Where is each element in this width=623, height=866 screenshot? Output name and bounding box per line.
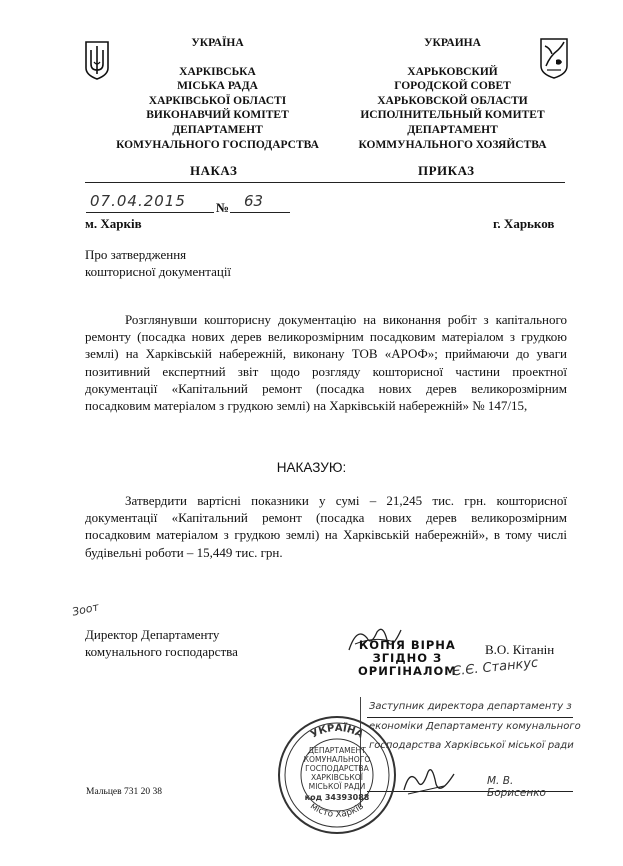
deputy-signature-icon bbox=[400, 760, 460, 800]
round-seal-icon bbox=[276, 714, 398, 836]
header-right-line: КОММУНАЛЬНОГО ХОЗЯЙСТВА bbox=[358, 138, 547, 151]
deputy-stamp-line: економіки Департаменту комунального bbox=[369, 721, 581, 732]
seal-line: КОМУНАЛЬНОГО bbox=[303, 755, 371, 764]
order-title-uk: НАКАЗ bbox=[190, 163, 238, 178]
seal-code: код 34393088 bbox=[304, 793, 370, 802]
header-right-line: ДЕПАРТАМЕНТ bbox=[407, 123, 498, 136]
copy-stamp-line: ОРИГІНАЛОМ bbox=[358, 664, 457, 678]
deputy-stamp-line: господарства Харківської міської ради bbox=[369, 740, 574, 751]
number-underline bbox=[230, 212, 290, 213]
handwritten-copy-signature: Є.Є. Станкус bbox=[451, 655, 539, 680]
svg-text:місто Харків bbox=[308, 801, 366, 820]
copy-stamp bbox=[358, 639, 457, 678]
seal-top-text: УКРАЇНА bbox=[309, 722, 365, 741]
order-title-ru: ПРИКАЗ bbox=[418, 163, 475, 178]
order-date: 07.04.2015 bbox=[90, 192, 186, 210]
header-left-line: КОМУНАЛЬНОГО ГОСПОДАРСТВА bbox=[116, 138, 319, 151]
executor-note: Мальцев 731 20 38 bbox=[86, 787, 162, 797]
seal-line: ДЕПАРТАМЕНТ bbox=[308, 746, 366, 755]
header-right-line: ГОРОДСКОЙ СОВЕТ bbox=[394, 80, 511, 93]
header-left-line: ДЕПАРТАМЕНТ bbox=[172, 123, 263, 136]
header-left-line: МІСЬКА РАДА bbox=[177, 80, 258, 93]
number-label: № bbox=[216, 200, 230, 215]
header-left-line: ВИКОНАВЧИЙ КОМІТЕТ bbox=[146, 109, 289, 122]
deputy-name: М. В. Борисенко bbox=[487, 775, 546, 799]
copy-stamp-line: ЗГІДНО З bbox=[372, 651, 443, 665]
deputy-stamp-line: Заступник директора департаменту з bbox=[369, 701, 572, 712]
copy-stamp-line: КОПІЯ ВІРНА bbox=[358, 638, 456, 652]
order-number: 63 bbox=[244, 192, 264, 210]
seal-bottom-text: місто Харків bbox=[308, 801, 366, 820]
title-divider-line bbox=[85, 182, 565, 183]
header-left-line: ХАРКІВСЬКОЇ ОБЛАСТІ bbox=[148, 94, 287, 107]
signer-title bbox=[85, 626, 238, 660]
order-word: НАКАЗУЮ: bbox=[276, 460, 347, 475]
seal-line: ГОСПОДАРСТВА bbox=[305, 764, 369, 773]
subject-line: кошторисної документації bbox=[85, 264, 232, 280]
header-right-line: ХАРЬКОВСКИЙ bbox=[407, 65, 498, 78]
header-right-line: ХАРЬКОВСКОЙ ОБЛАСТИ bbox=[377, 94, 528, 107]
signer-title-line: Директор Департаменту bbox=[85, 627, 220, 642]
header-left bbox=[100, 36, 335, 152]
subject-line: Про затвердження bbox=[85, 247, 187, 262]
date-underline bbox=[86, 212, 214, 213]
city-uk: м. Харків bbox=[85, 216, 142, 231]
header-left-line: ХАРКІВСЬКА bbox=[179, 65, 256, 78]
signer-title-line: комунального господарства bbox=[85, 644, 238, 660]
paragraph-preamble: Розглянувши кошторисну документацію на виконання робіт з капітального ремонту (посадка нових дерев великорозмірним посадковим матеріалом з грудкою землі) на Харківській набережній, виконану ТОВ «АРОФ»; приймаючи до уваги позитивний експертний звіт щодо розгляду кошторисної частини проектної документації «Капітальний ремонт (посадка нових дерев великорозмірним посадковим матеріалом з грудкою землі) на Харківській набережній» № 147/15, bbox=[85, 312, 567, 414]
seal-line: МІСЬКОЇ РАДИ bbox=[308, 782, 366, 791]
svg-text:УКРАЇНА bbox=[309, 720, 365, 740]
order-subject bbox=[85, 246, 231, 280]
paragraph-decision: Затвердити вартісні показники у сумі – 21,245 тис. грн. кошторисної документації «Капітальний ремонт (посадка нових дерев великорозмірним посадковим матеріалом з грудкою землі) на Харківській набережній», в тому числі будівельні роботи – 15,449 тис. грн. bbox=[85, 493, 567, 560]
signer-name: В.О. Кітанін bbox=[485, 642, 555, 657]
handwritten-initial: Зоот bbox=[70, 600, 100, 619]
header-right bbox=[335, 36, 570, 152]
header-right-line: ИСПОЛНИТЕЛЬНЫЙ КОМИТЕТ bbox=[360, 109, 545, 122]
city-ru: г. Харьков bbox=[493, 216, 555, 231]
header-right-country: УКРАИНА bbox=[424, 37, 481, 49]
seal-line: ХАРКІВСЬКОЇ bbox=[311, 773, 363, 782]
header-left-country: УКРАЇНА bbox=[191, 37, 244, 49]
